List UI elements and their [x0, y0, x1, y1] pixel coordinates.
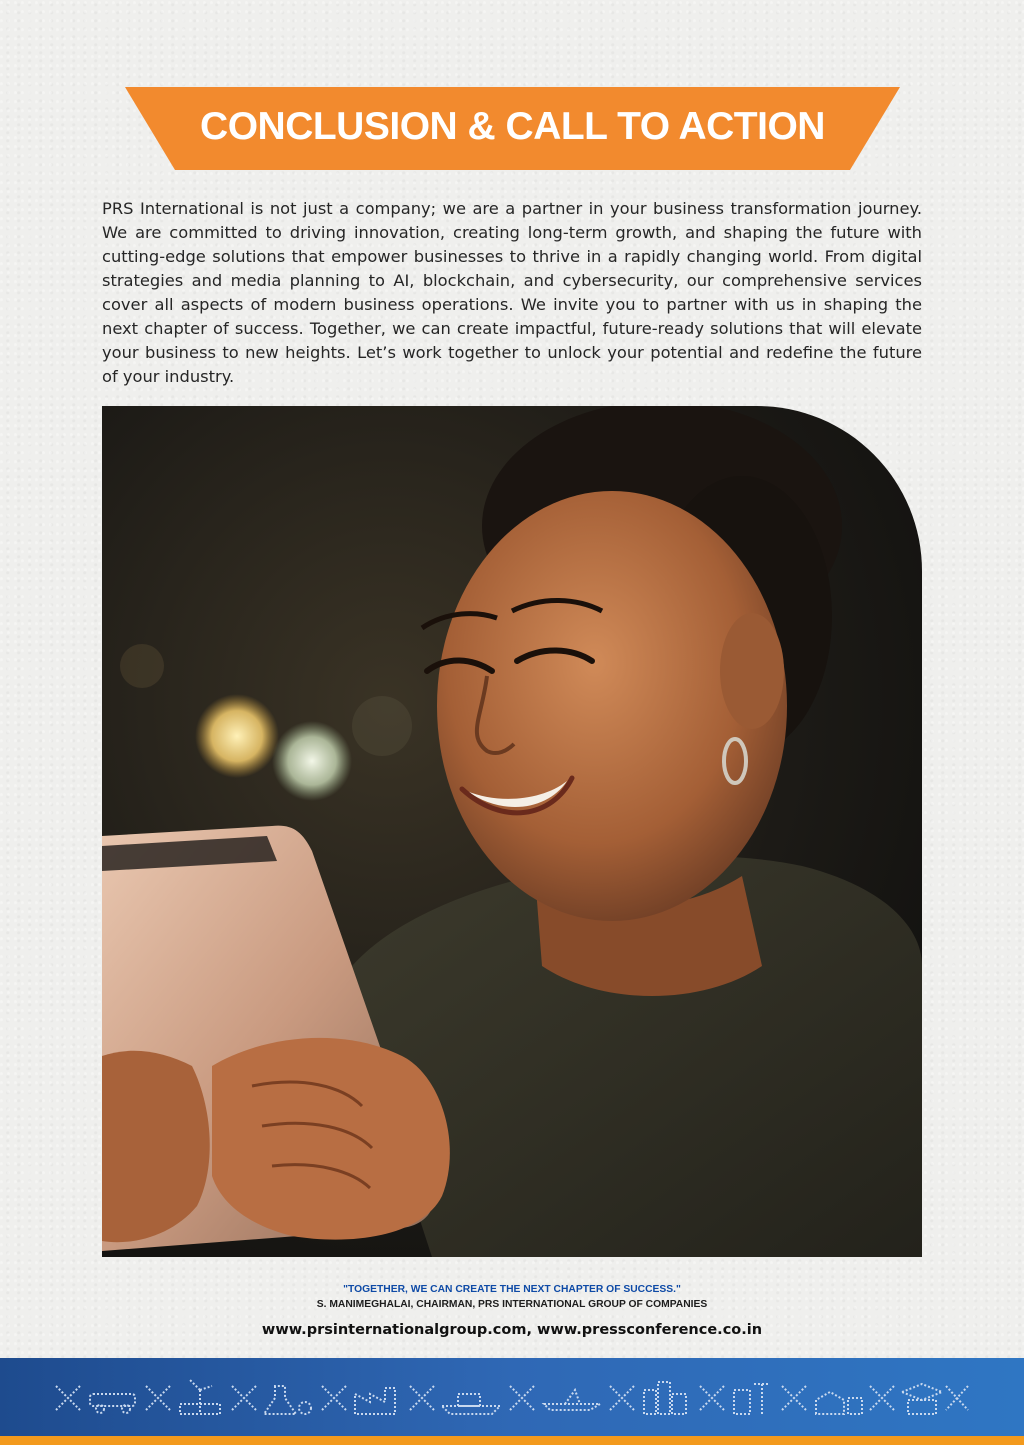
separator-x-icon — [610, 1386, 634, 1410]
car-icon — [90, 1394, 135, 1413]
separator-x-icon — [782, 1386, 806, 1410]
separator-x-icon — [410, 1386, 434, 1410]
city-icon — [644, 1382, 686, 1414]
education-icon — [902, 1384, 942, 1414]
footer-band — [0, 1358, 1024, 1445]
woman-with-tablet-illustration — [102, 406, 922, 1257]
separator-x-icon — [146, 1386, 170, 1410]
quote-attribution: S. MANIMEGHALAI, CHAIRMAN, PRS INTERNATIONAL GROUP OF COMPANIES — [316, 1299, 708, 1310]
lab-flask-icon — [264, 1386, 311, 1414]
industry-icons-strip — [50, 1376, 970, 1428]
quote-text: "TOGETHER, WE CAN CREATE THE NEXT CHAPTER OF SUCCESS." — [343, 1284, 681, 1295]
separator-x-icon — [322, 1386, 346, 1410]
aircraft-icon — [544, 1390, 600, 1410]
separator-x-icon — [946, 1386, 968, 1410]
website-links: www.prsinternationalgroup.com, www.pressconference.co.in — [261, 1322, 763, 1338]
intro-paragraph: PRS International is not just a company; we are a partner in your business transformation journey. We are committed to driving innovation, creating long-term growth, and shaping the future with cutting-edge solutions that empower businesses to thrive in a rapidly changing world. From digital strategies and media planning to AI, blockchain, and cybersecurity, our comprehensive services cover all aspects of modern business operations. We invite you to partner with us in shaping the next chapter of success. Together, we can create impactful, future-ready solutions that will elevate your business to new heights. Let’s work together to unlock your potential and redefine the future of your industry. — [102, 199, 922, 386]
separator-x-icon — [232, 1386, 256, 1410]
factory-icon — [355, 1388, 395, 1414]
ship-icon — [442, 1394, 500, 1414]
wind-turbine-icon — [180, 1380, 220, 1414]
page-title: CONCLUSION & CALL TO ACTION — [200, 105, 825, 148]
industry-cluster-icon — [816, 1392, 862, 1414]
construction-icon — [734, 1384, 770, 1414]
separator-x-icon — [870, 1386, 894, 1410]
footer-accent-stripe — [0, 1436, 1024, 1445]
separator-x-icon — [510, 1386, 534, 1410]
separator-x-icon — [56, 1386, 80, 1410]
section-banner — [125, 87, 900, 170]
separator-x-icon — [700, 1386, 724, 1410]
hero-photo — [102, 406, 922, 1257]
